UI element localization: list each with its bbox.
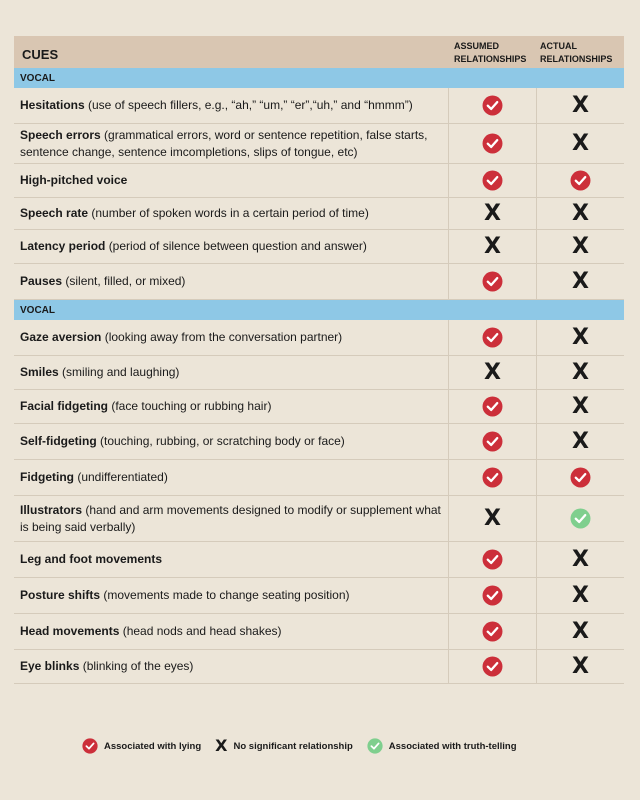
cue-cell bbox=[14, 496, 448, 541]
green-check-circle-icon bbox=[367, 738, 383, 754]
x-mark-icon: X bbox=[572, 324, 589, 350]
assumed-relationship-cell bbox=[448, 356, 536, 389]
legend-item-none bbox=[215, 738, 353, 754]
table-row bbox=[14, 390, 624, 424]
assumed-relationship-cell bbox=[448, 390, 536, 423]
cue-description: (blinking of the eyes) bbox=[82, 659, 194, 673]
legend-label-truth: Associated with truth-telling bbox=[388, 740, 517, 752]
legend-item-truth bbox=[367, 738, 517, 754]
red-check-circle-icon bbox=[482, 170, 503, 191]
assumed-relationship-cell bbox=[448, 542, 536, 577]
cue-cell bbox=[14, 542, 448, 577]
cue-description: (looking away from the conversation partner) bbox=[104, 330, 343, 344]
red-check-circle-icon bbox=[570, 467, 591, 488]
red-check-circle-icon bbox=[482, 431, 503, 452]
cue-name: Hesitations bbox=[20, 98, 89, 112]
x-mark-icon: X bbox=[572, 92, 589, 118]
red-check-circle-icon bbox=[482, 133, 503, 154]
assumed-relationship-cell bbox=[448, 496, 536, 541]
actual-relationship-cell bbox=[536, 230, 624, 263]
legend-item-lying bbox=[82, 738, 201, 754]
cue-description: (touching, rubbing, or scratching body or face) bbox=[100, 434, 345, 448]
assumed-relationship-cell bbox=[448, 124, 536, 163]
red-check-circle-icon bbox=[570, 170, 591, 191]
cue-cell bbox=[14, 88, 448, 123]
cue-description: (undifferentiated) bbox=[77, 470, 168, 484]
x-mark-icon: X bbox=[572, 618, 589, 644]
actual-relationship-cell bbox=[536, 320, 624, 355]
red-check-circle-icon bbox=[482, 621, 503, 642]
cue-name: Facial fidgeting bbox=[20, 399, 112, 413]
cue-cell bbox=[14, 390, 448, 423]
cue-name: Leg and foot movements bbox=[20, 552, 163, 566]
actual-relationship-cell bbox=[536, 356, 624, 389]
section-header: VOCAL bbox=[14, 68, 624, 88]
cue-description: (head nods and head shakes) bbox=[122, 624, 282, 638]
cue-cell bbox=[14, 424, 448, 459]
cue-cell bbox=[14, 164, 448, 197]
red-check-circle-icon bbox=[482, 95, 503, 116]
actual-relationship-cell bbox=[536, 460, 624, 495]
cue-description: (movements made to change seating position) bbox=[103, 588, 350, 602]
red-check-circle-icon bbox=[482, 656, 503, 677]
assumed-relationship-cell bbox=[448, 424, 536, 459]
assumed-relationship-cell bbox=[448, 320, 536, 355]
table-row bbox=[14, 320, 624, 356]
actual-relationship-cell bbox=[536, 650, 624, 683]
red-check-circle-icon bbox=[482, 585, 503, 606]
cue-description: (smiling and laughing) bbox=[62, 365, 180, 379]
x-mark-icon: X bbox=[215, 736, 228, 755]
x-mark-icon: X bbox=[484, 359, 501, 385]
table-row bbox=[14, 264, 624, 300]
red-check-circle-icon bbox=[82, 738, 98, 754]
cue-name: High-pitched voice bbox=[20, 173, 128, 187]
cue-cell bbox=[14, 264, 448, 299]
cue-name: Speech rate bbox=[20, 206, 92, 220]
cue-name: Self-fidgeting bbox=[20, 434, 100, 448]
cue-name: Eye blinks bbox=[20, 659, 83, 673]
x-mark-icon: X bbox=[572, 233, 589, 259]
cue-name: Gaze aversion bbox=[20, 330, 105, 344]
actual-column-header: ACTUAL RELATIONSHIPS bbox=[540, 41, 613, 64]
table-row bbox=[14, 356, 624, 390]
x-mark-icon: X bbox=[572, 200, 589, 226]
legend-label-lying: Associated with lying bbox=[104, 740, 202, 752]
actual-relationship-cell bbox=[536, 542, 624, 577]
assumed-relationship-cell bbox=[448, 198, 536, 229]
cue-name: Illustrators bbox=[20, 502, 86, 517]
table-row bbox=[14, 496, 624, 542]
table-body bbox=[14, 68, 624, 684]
actual-relationship-cell bbox=[536, 424, 624, 459]
cue-cell bbox=[14, 320, 448, 355]
section-header: VOCAL bbox=[14, 300, 624, 320]
cue-name: Posture shifts bbox=[20, 588, 104, 602]
cue-name: Speech errors bbox=[20, 127, 105, 142]
x-mark-icon: X bbox=[572, 130, 589, 156]
legend bbox=[82, 738, 531, 754]
cue-name: Pauses bbox=[20, 274, 66, 288]
table-row bbox=[14, 164, 624, 198]
cue-description: (grammatical errors, word or sentence repetition, false starts, sentence change, sentence imcompletions, slips of tongue, etc) bbox=[20, 127, 428, 159]
actual-relationship-cell bbox=[536, 578, 624, 613]
assumed-relationship-cell bbox=[448, 230, 536, 263]
actual-relationship-cell bbox=[536, 390, 624, 423]
table-row bbox=[14, 424, 624, 460]
cues-table bbox=[14, 36, 624, 684]
assumed-relationship-cell bbox=[448, 614, 536, 649]
cue-cell bbox=[14, 650, 448, 683]
legend-label-none: No significant relationship bbox=[233, 740, 353, 752]
red-check-circle-icon bbox=[482, 396, 503, 417]
cue-description: (face touching or rubbing hair) bbox=[111, 399, 272, 413]
cue-cell bbox=[14, 198, 448, 229]
table-row bbox=[14, 230, 624, 264]
assumed-column-header: ASSUMED RELATIONSHIPS bbox=[454, 41, 527, 64]
cue-cell bbox=[14, 230, 448, 263]
assumed-relationship-cell bbox=[448, 264, 536, 299]
cue-description: (silent, filled, or mixed) bbox=[65, 274, 186, 288]
cue-cell bbox=[14, 614, 448, 649]
cue-name: Latency period bbox=[20, 239, 109, 253]
x-mark-icon: X bbox=[572, 582, 589, 608]
cue-cell bbox=[14, 356, 448, 389]
table-row bbox=[14, 198, 624, 230]
assumed-relationship-cell bbox=[448, 650, 536, 683]
table-row bbox=[14, 542, 624, 578]
cue-description: (number of spoken words in a certain period of time) bbox=[91, 206, 369, 220]
cue-cell bbox=[14, 578, 448, 613]
actual-relationship-cell bbox=[536, 164, 624, 197]
assumed-relationship-cell bbox=[448, 578, 536, 613]
cue-cell bbox=[14, 460, 448, 495]
red-check-circle-icon bbox=[482, 271, 503, 292]
cues-column-header: CUES bbox=[22, 47, 59, 62]
red-check-circle-icon bbox=[482, 467, 503, 488]
table-row bbox=[14, 460, 624, 496]
x-mark-icon: X bbox=[484, 233, 501, 259]
cue-description: (use of speech fillers, e.g., “ah,” “um,” “er”,“uh,” and “hmmm”) bbox=[88, 98, 413, 112]
x-mark-icon: X bbox=[572, 428, 589, 454]
table-row bbox=[14, 124, 624, 164]
red-check-circle-icon bbox=[482, 549, 503, 570]
actual-relationship-cell bbox=[536, 496, 624, 541]
assumed-relationship-cell bbox=[448, 88, 536, 123]
cue-cell bbox=[14, 124, 448, 163]
cue-name: Smiles bbox=[20, 365, 63, 379]
cue-name: Fidgeting bbox=[20, 470, 78, 484]
x-mark-icon: X bbox=[572, 268, 589, 294]
x-mark-icon: X bbox=[484, 505, 501, 531]
assumed-relationship-cell bbox=[448, 164, 536, 197]
cue-name: Head movements bbox=[20, 624, 123, 638]
assumed-relationship-cell bbox=[448, 460, 536, 495]
green-check-circle-icon bbox=[570, 508, 591, 529]
x-mark-icon: X bbox=[572, 653, 589, 679]
table-row bbox=[14, 578, 624, 614]
cue-description: (period of silence between question and answer) bbox=[108, 239, 367, 253]
table-row bbox=[14, 614, 624, 650]
red-check-circle-icon bbox=[482, 327, 503, 348]
x-mark-icon: X bbox=[572, 359, 589, 385]
actual-relationship-cell bbox=[536, 124, 624, 163]
actual-relationship-cell bbox=[536, 614, 624, 649]
actual-relationship-cell bbox=[536, 198, 624, 229]
x-mark-icon: X bbox=[572, 546, 589, 572]
x-mark-icon: X bbox=[484, 200, 501, 226]
x-mark-icon: X bbox=[572, 393, 589, 419]
actual-relationship-cell bbox=[536, 264, 624, 299]
cue-description: (hand and arm movements designed to modify or supplement what is being said verbally) bbox=[20, 502, 441, 534]
table-row bbox=[14, 88, 624, 124]
table-header bbox=[14, 36, 624, 68]
table-row bbox=[14, 650, 624, 684]
actual-relationship-cell bbox=[536, 88, 624, 123]
